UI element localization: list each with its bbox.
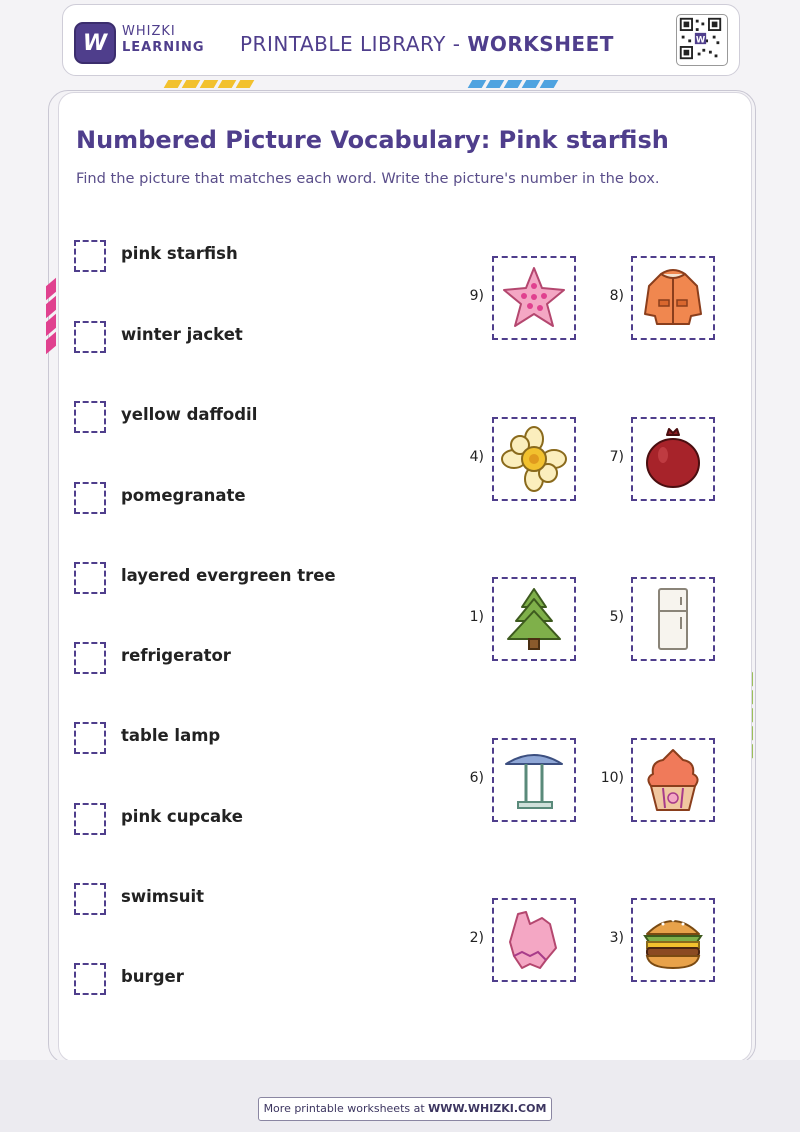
word-label: pomegranate	[121, 486, 246, 505]
picture-number: 6)	[469, 770, 484, 786]
picture-card	[492, 417, 576, 501]
jacket-icon	[639, 264, 707, 332]
library-heading	[240, 32, 614, 56]
library-prefix: PRINTABLE LIBRARY -	[240, 32, 468, 56]
word-label: pink cupcake	[121, 807, 243, 826]
whizki-logo	[74, 22, 116, 64]
picture-card	[492, 898, 576, 982]
answer-box[interactable]	[74, 240, 106, 272]
picture-number: 9)	[469, 288, 484, 304]
picture-number: 8)	[609, 288, 624, 304]
pink-side-stripes	[46, 282, 56, 350]
footer-text: More printable worksheets at	[263, 1102, 429, 1115]
picture-card	[631, 577, 715, 661]
answer-box[interactable]	[74, 482, 106, 514]
word-label: layered evergreen tree	[121, 566, 336, 585]
picture-card	[492, 256, 576, 340]
picture-card	[631, 256, 715, 340]
picture-number: 5)	[609, 609, 624, 625]
starfish-icon	[500, 264, 568, 332]
picture-number: 7)	[609, 449, 624, 465]
footer-illustration	[0, 1060, 800, 1132]
picture-card	[492, 738, 576, 822]
lamp-icon	[500, 746, 568, 814]
instructions: Find the picture that matches each word. Write the picture's number in the box.	[76, 170, 660, 187]
yellow-stripes	[166, 80, 252, 90]
answer-box[interactable]	[74, 401, 106, 433]
footer-site: WWW.WHIZKI.COM	[428, 1102, 547, 1115]
picture-number: 2)	[469, 930, 484, 946]
picture-card	[492, 577, 576, 661]
picture-number: 10)	[600, 770, 624, 786]
brand-name: WHIZKI	[122, 24, 176, 39]
answer-box[interactable]	[74, 562, 106, 594]
word-label: burger	[121, 967, 184, 986]
picture-card	[631, 417, 715, 501]
picture-card	[631, 738, 715, 822]
picture-number: 1)	[469, 609, 484, 625]
picture-number: 3)	[609, 930, 624, 946]
swimsuit-icon	[500, 906, 568, 974]
brand-subname: LEARNING	[122, 40, 205, 55]
svg-text:W: W	[695, 34, 706, 45]
daffodil-icon	[500, 425, 568, 493]
answer-box[interactable]	[74, 642, 106, 674]
fridge-icon	[639, 585, 707, 653]
answer-box[interactable]	[74, 883, 106, 915]
answer-box[interactable]	[74, 722, 106, 754]
word-label: swimsuit	[121, 887, 205, 906]
word-label: winter jacket	[121, 325, 243, 344]
word-label: refrigerator	[121, 646, 231, 665]
answer-box[interactable]	[74, 803, 106, 835]
blue-stripes	[470, 80, 556, 90]
word-label: yellow daffodil	[121, 405, 258, 424]
footer-link[interactable]	[258, 1097, 552, 1121]
burger-icon	[639, 906, 707, 974]
word-label: pink starfish	[121, 244, 238, 263]
library-suffix: WORKSHEET	[467, 32, 614, 56]
logo-glyph: W	[82, 30, 108, 56]
cupcake-icon	[639, 746, 707, 814]
tree-icon	[500, 585, 568, 653]
picture-number: 4)	[469, 449, 484, 465]
worksheet-title: Numbered Picture Vocabulary: Pink starfish	[76, 126, 669, 154]
picture-card	[631, 898, 715, 982]
qr-code-icon	[676, 14, 728, 66]
answer-box[interactable]	[74, 321, 106, 353]
answer-box[interactable]	[74, 963, 106, 995]
word-label: table lamp	[121, 726, 221, 745]
pomegranate-icon	[639, 425, 707, 493]
